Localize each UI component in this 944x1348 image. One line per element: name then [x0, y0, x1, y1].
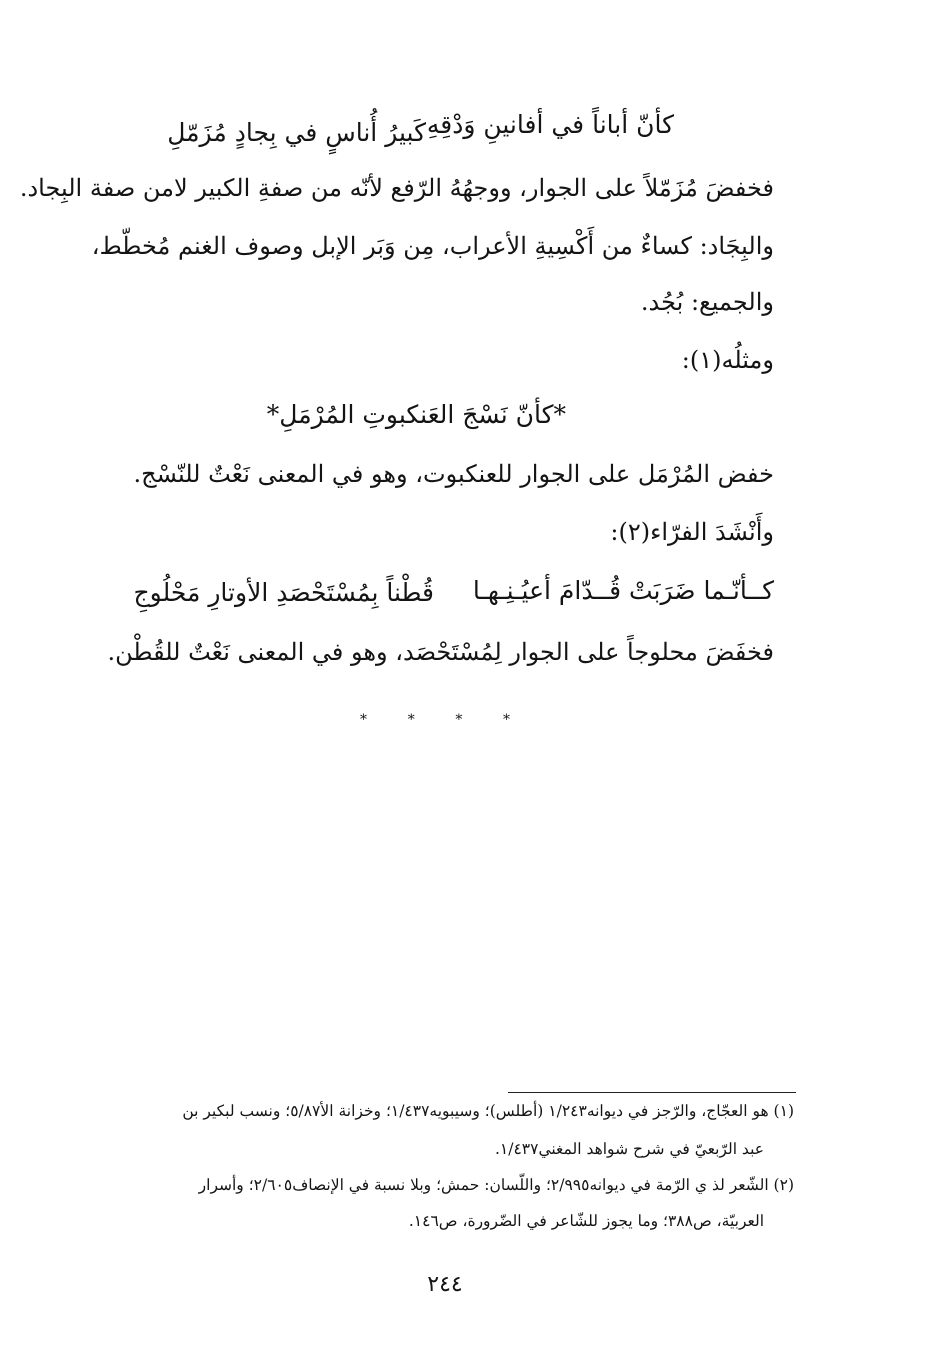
text-line-1: فخفضَ مُزَمّلاً على الجوار، ووجهُهُ الرّفع لأنّه من صفةِ الكبير لامن صفة البِجاد. [19, 174, 774, 202]
footnote-2-line-1: (٢) الشّعر لذ ي الرّمة في ديوانه٢/٩٩٥؛ واللّسان: حمش؛ وبلا نسبة في الإنصاف٢/٦٠٥؛ وأسرار [198, 1176, 794, 1194]
page-number: ٢٤٤ [427, 1272, 463, 1297]
verse1-first-hemistich: كأنّ أباناً في أفانينِ وَدْقِهِ [426, 110, 674, 139]
separator-star: * [360, 712, 368, 728]
verse3-first-hemistich: كــأنّـما ضَرَبَتْ قُــدّامَ أعيُـنِـهـا [472, 576, 774, 605]
section-separator [360, 712, 510, 728]
text-line-4: ومثلُه(١): [681, 346, 774, 374]
text-line-5: خفض المُرْمَل على الجوار للعنكبوت، وهو في المعنى نَعْتٌ للنّسْج. [133, 460, 774, 488]
separator-star: * [503, 712, 510, 728]
text-line-2: والبِجَاد: كساءٌ من أَكْسِيةِ الأعراب، مِن وَبَر الإبل وصوف الغنم مُخطّط، [91, 232, 774, 260]
verse1-second-hemistich: كَبيرُ أُناسٍ في بِجادٍ مُزَمّلِ [167, 118, 426, 147]
footnote-divider [508, 1092, 796, 1093]
separator-star: * [455, 712, 463, 728]
text-line-3: والجميع: بُجُد. [640, 288, 774, 316]
verse2-hemistich: *كأنّ نَسْجَ العَنكبوتِ المُرْمَلِ* [266, 400, 566, 429]
separator-star: * [407, 712, 415, 728]
text-line-7: فخفَضَ محلوجاً على الجوار لِمُسْتَحْصَد، وهو في المعنى نَعْتٌ للقُطْن. [107, 638, 774, 666]
footnote-2-line-2: العربيّة، ص٣٨٨؛ وما يجوز للشّاعر في الضّرورة، ص١٤٦. [408, 1212, 764, 1230]
text-line-6: وأَنْشَدَ الفرّاء(٢): [610, 518, 774, 546]
footnote-1-line-2: عبد الرّبعيّ في شرح شواهد المغني١/٤٣٧. [494, 1140, 764, 1158]
footnote-1-line-1: (١) هو العجّاج، والرّجز في ديوانه١/٢٤٣ (أطلس)؛ وسيبويه١/٤٣٧؛ وخزانة الأ٥/٨٧؛ ونسب لبكير بن [182, 1102, 794, 1120]
verse3-second-hemistich: قُطْناً بِمُسْتَحْصَدِ الأوتارِ مَحْلُوجِ [133, 578, 434, 607]
